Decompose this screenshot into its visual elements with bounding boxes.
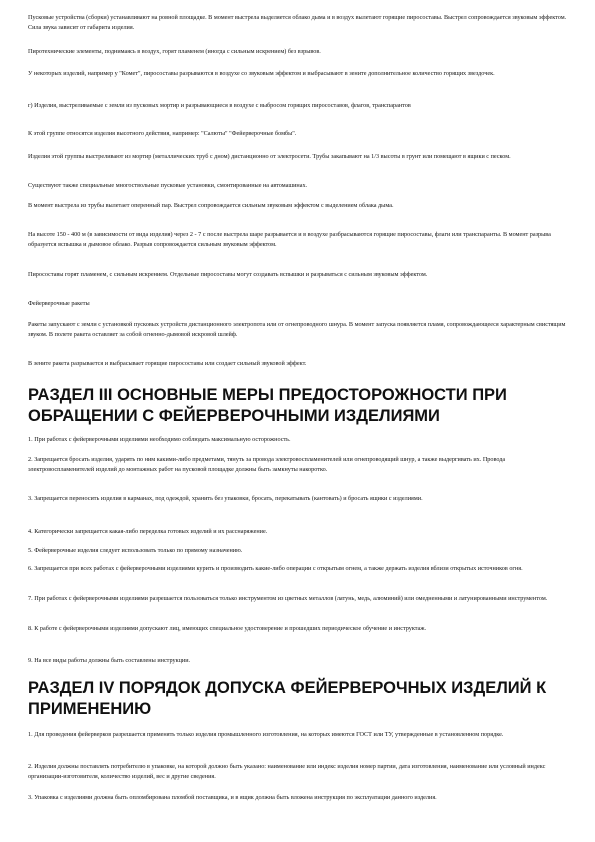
- paragraph: У некоторых изделий, например у "Комет", пиросоставы разрываются в воздухе со звуковым эффектом и выбрасывают в зените дополнительное количество горящих звездочек.: [28, 70, 495, 77]
- list-item: 5. Фейерверочные изделия следует использовать только по прямому назначению.: [28, 547, 243, 554]
- subheading: Фейерверочные ракеты: [28, 300, 90, 307]
- paragraph: Пиросоставы горят пламенем, с сильным искрением. Отдельные пиросоставы могут создавать вспышки и разрываться с сильным звуковым эффектом.: [28, 271, 428, 278]
- list-item: 1. Для проведения фейерверков разрешается применять только изделия промышленного изготовления, на которых имеются ГОСТ или ТУ, утвержденные в установленном порядке.: [28, 731, 504, 738]
- paragraph: Пусковые устройства (сборки) устанавливают на ровной площадке. В момент выстрела выделяется облако дыма и в воздух вылетают горящие пиросоставы. Выстрел сопровождается звуковым эффектом. Сила звука зависит от габарита изделия.: [28, 14, 567, 31]
- paragraph: В зените ракета разрывается и выбрасывает горящие пиросоставы или создает сильный звуковой эффект.: [28, 360, 307, 367]
- paragraph: Изделия этой группы выстреливают из мортир (металлических труб с дном) дистанционно от электросети. Трубы закапывают на 1/3 высоты в грунт или помещают в ящики с песком.: [28, 153, 511, 160]
- list-item: 7. При работах с фейерверочными изделиями разрешается пользоваться только инструментом из цветных металлов (латунь, медь, алюминий) или омедненными и латунированными инструментом.: [28, 595, 548, 602]
- paragraph: Существуют также специальные многоствольные пусковые установки, смонтированные на автомашинах.: [28, 182, 308, 189]
- list-item: 3. Упаковка с изделиями должна быть опломбирована пломбой поставщика, и в ящик должна быть вложена инструкция по эксплуатации данного изделия.: [28, 794, 437, 801]
- list-item: 8. К работе с фейерверочными изделиями допускают лиц, имеющих специальное удостоверение и прошедших периодическое обучение и инструктаж.: [28, 625, 427, 632]
- list-item: 6. Запрещается при всех работах с фейерверочными изделиями курить и производить какие-либо операции с открытым огнем, а также держать изделия вблизи открытых источников огня.: [28, 565, 523, 572]
- paragraph: На высоте 150 - 400 м (в зависимости от вида изделия) через 2 - 7 с после выстрела шаре разрывается и в воздухе разбрасываются горящие пиросоставы, флаги или транспаранты. В момент разрыва образуется вспышка и дымовое облако. Разрыв сопровождается сильным звуковым эффектом.: [28, 231, 551, 248]
- list-item: 1. При работах с фейерверочными изделиями необходимо соблюдать максимальную осторожность.: [28, 436, 291, 443]
- list-item: 2. Изделия должны поставлять потребителю в упаковке, на которой должно быть указано: наименование или индекс изделия номер партии, дата изготовления, наименование или условный индекс организации-изготовителя, количество изделий, вес и другие сведения.: [28, 763, 546, 780]
- paragraph: Пиротехнические элементы, поднимаясь в воздух, горят пламенем (иногда с сильным искрением) без взрывов.: [28, 48, 321, 55]
- paragraph: К этой группе относятся изделия высотного действия, например: "Салюты" "Фейерверочные бомбы".: [28, 130, 297, 137]
- list-item: 9. На все виды работы должны быть составлены инструкции.: [28, 657, 191, 664]
- list-item: 3. Запрещается переносить изделия в карманах, под одеждой, хранить без упаковки, бросать, перекатывать (кантовать) и бросать ящики с изделиями.: [28, 495, 423, 502]
- list-item: 2. Запрещается бросать изделия, ударять по ним какими-либо предметами, тянуть за провода электровоспламенителей или огнепроводящий шнур, а также выдергивать их. Провода электровоспламенителей изделий до монтажных работ на пусковой площадке должны быть замкнуты накоротко.: [28, 456, 506, 473]
- paragraph: г) Изделия, выстреливаемые с земли из пусковых мортир и разрывающиеся в воздухе с выбросом горящих пиросоставов, флагов, транспарантов: [28, 102, 411, 109]
- paragraph: Ракеты запускают с земли с установкой пусковых устройств дистанционного электропота или от огнепроводного шнура. В момент запуска появляется пламя, сопровождающееся характерным свистящим звуком. В полете ракета оставляет за собой огненно-дымовой искровой шлейф.: [28, 321, 566, 338]
- section-heading: РАЗДЕЛ III ОСНОВНЫЕ МЕРЫ ПРЕДОСТОРОЖНОСТИ ПРИ ОБРАЩЕНИИ С ФЕЙЕРВЕРОЧНЫМИ ИЗДЕЛИЯМИ: [28, 386, 507, 425]
- list-item: 4. Категорически запрещается какая-либо переделка готовых изделий и их расснаряжение.: [28, 528, 268, 535]
- section-heading: РАЗДЕЛ IV ПОРЯДОК ДОПУСКА ФЕЙЕРВЕРОЧНЫХ ИЗДЕЛИЙ К ПРИМЕНЕНИЮ: [28, 679, 547, 718]
- paragraph: В момент выстрела из трубы вылетает оперенный пар. Выстрел сопровождается сильным звуковым эффектом с выделением облака дыма.: [28, 202, 394, 209]
